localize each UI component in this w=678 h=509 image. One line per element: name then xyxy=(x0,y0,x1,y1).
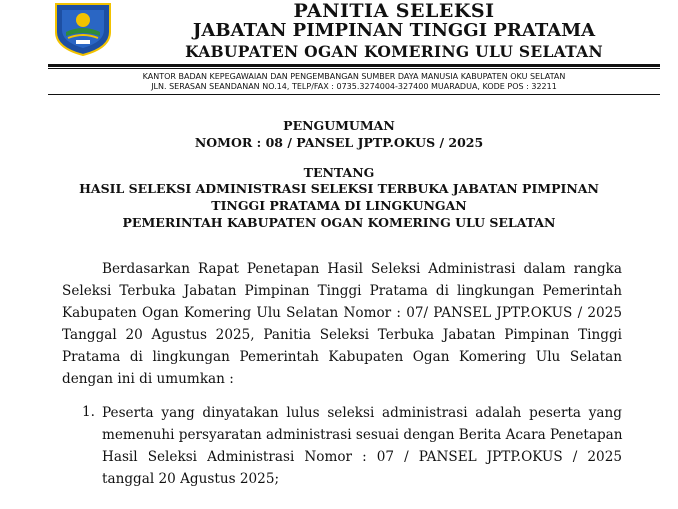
announcement-title: PENGUMUMAN xyxy=(283,118,395,133)
announcement-number: NOMOR : 08 / PANSEL JPTP.OKUS / 2025 xyxy=(194,135,484,150)
paragraph-line: dengan ini di umumkan : xyxy=(62,371,234,387)
regency-title: KABUPATEN OGAN KOMERING ULU SELATAN xyxy=(185,42,603,61)
office-address-line: KANTOR BADAN KEPEGAWAIAN DAN PENGEMBANGAN SUMBER DAYA MANUSIA KABUPATEN OKU SELATAN xyxy=(142,72,566,81)
subject-line: TINGGI PRATAMA DI LINGKUNGAN xyxy=(211,198,467,213)
list-item xyxy=(102,402,622,490)
regency-coat-of-arms-icon xyxy=(52,2,114,56)
paragraph-line: Tanggal 20 Agustus 2025, Panitia Seleksi Terbuka Jabatan Pimpinan Tinggi xyxy=(62,327,622,343)
paragraph-line: Pratama di lingkungan Pemerintah Kabupaten Ogan Komering Ulu Selatan xyxy=(62,349,622,365)
list-item-line: Hasil Seleksi Administrasi Nomor : 07 / PANSEL JPTP.OKUS / 2025 xyxy=(102,449,622,465)
header-rule-thick xyxy=(48,64,660,67)
address-rule xyxy=(48,94,660,95)
body-paragraph xyxy=(62,258,622,390)
subject-line: HASIL SELEKSI ADMINISTRASI SELEKSI TERBUKA JABATAN PIMPINAN xyxy=(79,181,599,196)
paragraph-line: Seleksi Terbuka Jabatan Pimpinan Tinggi Pratama di lingkungan Pemerintah xyxy=(62,283,622,299)
street-address-line: JLN. SERASAN SEANDANAN NO.14, TELP/FAX : 0735.3274004-327400 MUARADUA, KODE POS : 32211 xyxy=(151,82,557,91)
list-item-number: 1. xyxy=(82,404,95,420)
announcement-about: TENTANG xyxy=(303,165,375,180)
paragraph-line: Kabupaten Ogan Komering Ulu Selatan Nomor : 07/ PANSEL JPTP.OKUS / 2025 xyxy=(62,305,622,321)
list-item-line: memenuhi persyaratan administrasi sesuai dengan Berita Acara Penetapan xyxy=(102,427,623,443)
subject-line: PEMERINTAH KABUPATEN OGAN KOMERING ULU SELATAN xyxy=(122,215,556,230)
position-title: JABATAN PIMPINAN TINGGI PRATAMA xyxy=(192,20,596,41)
committee-title: PANITIA SELEKSI xyxy=(293,0,495,22)
list-item-line: tanggal 20 Agustus 2025; xyxy=(102,471,280,487)
paragraph-line: Berdasarkan Rapat Penetapan Hasil Seleksi Administrasi dalam rangka xyxy=(102,261,622,277)
list-item-line: Peserta yang dinyatakan lulus seleksi administrasi adalah peserta yang xyxy=(102,405,622,421)
header-rule-thin xyxy=(48,68,660,69)
